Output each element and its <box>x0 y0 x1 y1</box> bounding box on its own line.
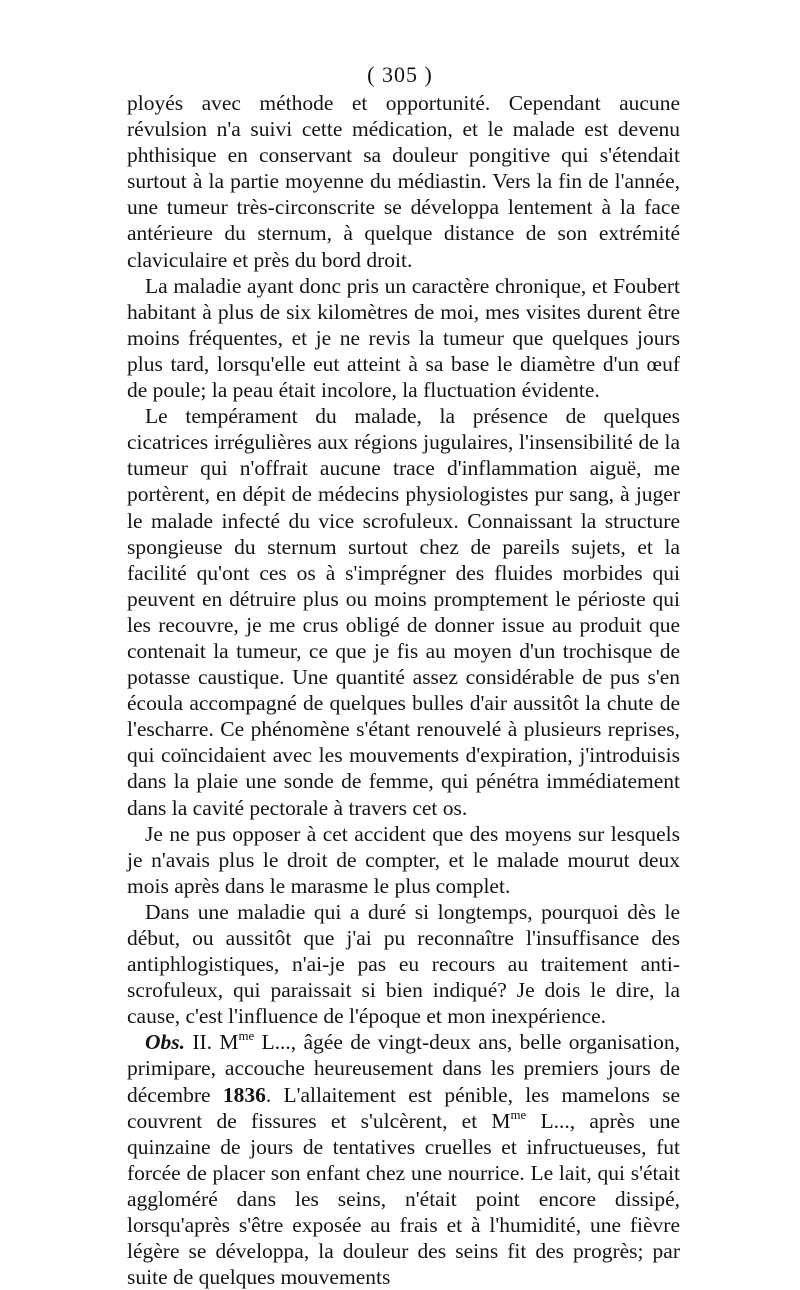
paragraph-continuation: ployés avec méthode et opportunité. Cependant aucune révulsion n'a suivi cette médication, et le malade est devenu phthisique en conservant sa douleur pongitive qui s'étendait surtout à la partie moyenne du médiastin. Vers la fin de l'année, une tumeur très-circonscrite se développa lentement à la face antérieure du sternum, à quelque distance de son extrémité claviculaire et près du bord droit. <box>127 91 680 272</box>
title-abbreviation: me <box>238 1029 255 1044</box>
observation-text: L..., âgée de vingt-deux ans, belle organisation, primipare, accouche heureusement dans les premiers jours de décembre <box>127 1030 680 1107</box>
year: 1836 <box>222 1082 266 1107</box>
observation-paragraph <box>127 1029 680 1290</box>
body-text <box>127 90 680 1290</box>
paragraph: Dans une maladie qui a duré si longtemps, pourquoi dès le début, ou aussitôt que j'ai pu reconnaître l'insuffisance des antiphlogistiques, n'ai-je pas eu recours au traitement anti-scrofuleux, qui paraissait si bien indiqué? Je dois le dire, la cause, c'est l'influence de l'époque et mon inexpérience. <box>127 899 680 1029</box>
paragraph: Je ne pus opposer à cet accident que des moyens sur lesquels je n'avais plus le droit de compter, et le malade mourut deux mois après dans le marasme le plus complet. <box>127 821 680 898</box>
observation-label: Obs. <box>145 1030 186 1055</box>
observation-text: II. M <box>185 1030 239 1055</box>
observation-text: L..., après une quinzaine de jours de tentatives cruelles et infructueuses, fut forcée de placer son enfant chez une nourrice. Le lait, qui s'était aggloméré dans les seins, n'était point encore dissipé, lorsqu'après s'être exposée au frais et à l'humidité, une fièvre légère se développa, la douleur des seins fit des progrès; par suite de quelques mouvements <box>127 1108 680 1290</box>
observation-text: . L'allaitement est pénible, les mamelons se couvrent de fissures et s'ulcèrent, et M <box>127 1082 680 1133</box>
paragraph: La maladie ayant donc pris un caractère chronique, et Foubert habitant à plus de six kilomètres de moi, mes visites durent être moins fréquentes, et je ne revis la tumeur que quelques jours plus tard, lorsqu'elle eut atteint à sa base le diamètre d'un œuf de poule; la peau était incolore, la fluctuation évidente. <box>127 273 680 403</box>
paragraph: Le tempérament du malade, la présence de quelques cicatrices irrégulières aux régions jugulaires, l'insensibilité de la tumeur qui n'offrait aucune trace d'inflammation aiguë, me portèrent, en dépit de médecins physiologistes pur sang, à juger le malade infecté du vice scrofuleux. Connaissant la structure spongieuse du sternum surtout chez de pareils sujets, et la facilité qu'ont ces os à s'imprégner des fluides morbides qui peuvent en détruire plus ou moins promptement le périoste qui les recouvre, je me crus obligé de donner issue au produit que contenait la tumeur, ce que je fis au moyen d'un trochisque de potasse caustique. Une quantité assez considérable de pus s'en écoula accompagné de quelques bulles d'air aussitôt la chute de l'escharre. Ce phénomène s'étant renouvelé à plusieurs reprises, qui coïncidaient avec les mouvements d'expiration, j'introduisis dans la plaie une sonde de femme, qui pénétra immédiatement dans la cavité pectorale à travers cet os. <box>127 404 680 820</box>
title-abbreviation: me <box>510 1107 527 1122</box>
page-number: ( 305 ) <box>367 62 433 87</box>
